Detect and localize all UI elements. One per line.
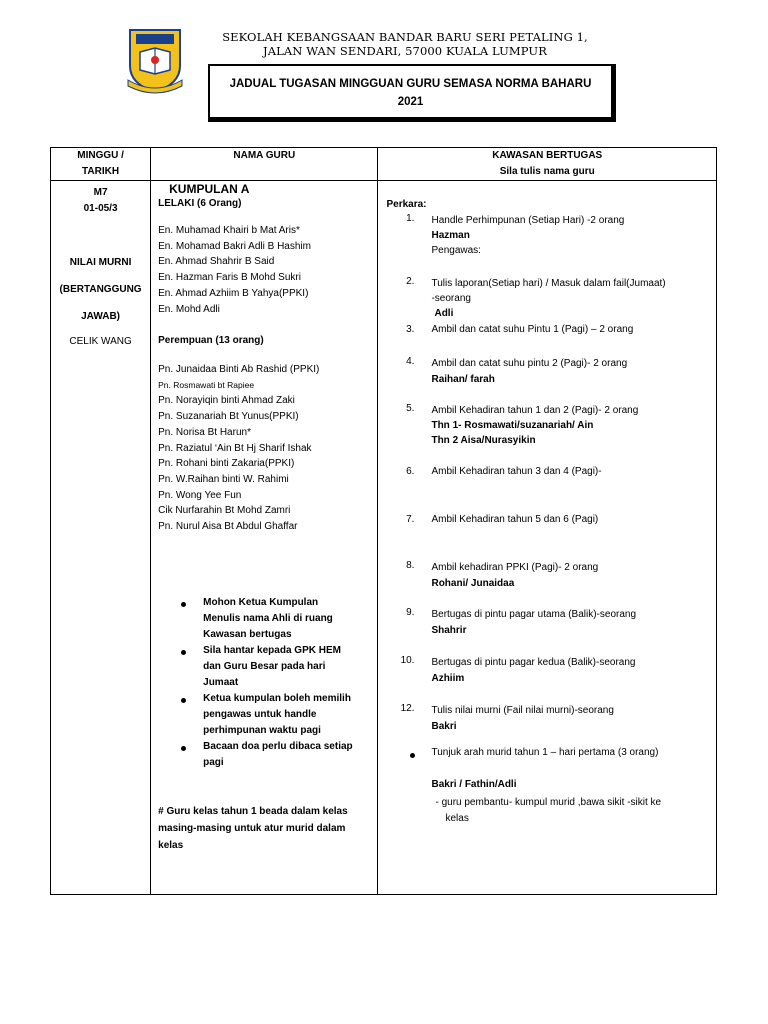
duty-assignee: Hazman (431, 230, 470, 241)
list-item: Pn. Rosmawati bt Rapiee (158, 379, 255, 390)
duty-table (50, 147, 717, 895)
header-minggu-label: MINGGU / (77, 150, 124, 161)
lelaki-list (158, 223, 311, 317)
duty-bullet-text: Tunjuk arah murid tahun 1 – hari pertama (3 orang) (431, 747, 659, 758)
teacher-cell (151, 181, 378, 895)
header-kawasan-sub: Sila tulis nama guru (499, 166, 595, 177)
item-number: 8. (406, 560, 415, 571)
duty-text: Tulis laporan(Setiap hari) / Masuk dalam fail(Jumaat) (431, 278, 666, 289)
note-line: dan Guru Besar pada hari (203, 661, 326, 672)
duty-note: Pengawas: (431, 245, 481, 256)
duty-item-12 (431, 703, 613, 735)
footnote-line: masing-masing untuk atur murid dalam (158, 823, 346, 834)
duty-text: Ambil Kehadiran tahun 1 dan 2 (Pagi)- 2 orang (431, 405, 639, 416)
item-number: 6. (406, 466, 415, 477)
duty-note: -seorang (431, 293, 471, 304)
footnote-line: # Guru kelas tahun 1 beada dalam kelas (158, 806, 348, 817)
bullet-icon (181, 698, 186, 703)
list-item: Pn. Rohani binti Zakaria(PPKI) (158, 458, 295, 470)
duty-assignee: Shahrir (431, 625, 467, 636)
group-name: KUMPULAN A (169, 182, 250, 196)
list-item: Pn. Suzanariah Bt Yunus(PPKI) (158, 411, 299, 423)
footnote (158, 803, 348, 854)
note-1 (203, 595, 333, 643)
perempuan-list (158, 362, 319, 535)
value-sub2: JAWAB) (81, 311, 121, 322)
duty-item-10 (431, 655, 635, 687)
item-number: 1. (406, 213, 415, 224)
duty-item-7: Ambil Kehadiran tahun 5 dan 6 (Pagi) (431, 514, 599, 525)
list-item: Pn. Wong Yee Fun (158, 489, 242, 501)
list-item: Pn. Nurul Aisa Bt Abdul Ghaffar (158, 521, 298, 533)
list-item: Pn. Junaidaa Binti Ab Rashid (PPKI) (158, 364, 320, 375)
footnote-line: kelas (158, 840, 184, 851)
document-title-box (208, 64, 616, 122)
duty-cell (378, 181, 717, 895)
note-4 (203, 739, 353, 771)
table-body-row (51, 181, 717, 895)
header-tarikh-label: TARIKH (82, 166, 120, 177)
duty-text: Bertugas di pintu pagar kedua (Balik)-seorang (431, 657, 636, 668)
list-item: En. Hazman Faris B Mohd Sukri (158, 272, 301, 284)
value-sub1: (BERTANGGUNG (59, 284, 142, 295)
note-line: perhimpunan waktu pagi (203, 725, 321, 736)
duty-item-3: Ambil dan catat suhu Pintu 1 (Pagi) – 2 orang (431, 324, 634, 335)
header-kawasan-label: KAWASAN BERTUGAS (492, 150, 603, 161)
bullet-icon (181, 650, 186, 655)
bullet-icon (410, 753, 415, 758)
perkara-label: Perkara: (386, 199, 427, 210)
list-item: Pn. Norayiqin binti Ahmad Zaki (158, 395, 295, 407)
document-year: 2021 (397, 96, 424, 108)
list-item: Pn. W.Raihan binti W. Rahimi (158, 473, 289, 485)
header-minggu (51, 148, 151, 181)
list-item: Cik Nurfarahin Bt Mohd Zamri (158, 505, 291, 517)
duty-text: Ambil dan catat suhu pintu 2 (Pagi)- 2 orang (431, 358, 628, 369)
lelaki-label: LELAKI (6 Orang) (158, 198, 242, 209)
duty-item-9 (431, 607, 636, 639)
item-number: 10. (400, 655, 415, 666)
header-nama-guru-label: NAMA GURU (233, 150, 296, 161)
list-item: Pn. Raziatul ‘Ain Bt Hj Sharif Ishak (158, 442, 312, 454)
duty-item-1 (431, 213, 624, 258)
value-title: NILAI MURNI (69, 257, 132, 268)
duty-assignee: Bakri (431, 721, 457, 732)
duty-text: Tulis nilai murni (Fail nilai murni)-seorang (431, 705, 614, 716)
note-line: Ketua kumpulan boleh memilih (203, 693, 351, 704)
list-item: En. Mohd Adli (158, 303, 220, 315)
document-title: JADUAL TUGASAN MINGGUAN GURU SEMASA NORMA BAHARU (229, 78, 592, 90)
duty-text: Bertugas di pintu pagar utama (Balik)-seorang (431, 609, 637, 620)
note-line: Mohon Ketua Kumpulan (203, 597, 319, 608)
school-address (220, 30, 590, 58)
celik-wang: CELIK WANG (69, 336, 132, 347)
item-number: 4. (406, 356, 415, 367)
note-3 (203, 691, 351, 739)
item-number: 7. (406, 514, 415, 525)
table-header-row (51, 148, 717, 181)
note-line: Menulis nama Ahli di ruang (203, 613, 333, 624)
duty-item-4 (431, 356, 627, 388)
list-item: En. Ahmad Shahrir B Said (158, 256, 275, 268)
school-logo (126, 26, 184, 96)
bullet-icon (181, 602, 186, 607)
duty-assignee: Rohani/ Junaidaa (431, 578, 515, 589)
duty-item-8 (431, 560, 598, 592)
list-item: En. Muhamad Khairi b Mat Aris* (158, 225, 300, 236)
duty-assignee: Thn 2 Aisa/Nurasyikin (431, 435, 536, 446)
school-name: SEKOLAH KEBANGSAAN BANDAR BARU SERI PETALING 1, (222, 30, 588, 44)
duty-assignee: Thn 1- Rosmawati/suzanariah/ Ain (431, 420, 594, 431)
bullet-icon (181, 746, 186, 751)
duty-note: kelas (445, 813, 469, 824)
item-number: 5. (406, 403, 415, 414)
note-line: Jumaat (203, 677, 239, 688)
item-number: 12. (400, 703, 415, 714)
duty-assignee: Adli (434, 308, 454, 319)
duty-text: Handle Perhimpunan (Setiap Hari) -2 orang (431, 215, 625, 226)
note-2 (203, 643, 341, 691)
header-nama-guru (151, 148, 378, 181)
list-item: En. Ahmad Azhiim B Yahya(PPKI) (158, 287, 309, 299)
note-line: Kawasan bertugas (203, 629, 292, 640)
duty-bullet-names: Bakri / Fathin/Adli (431, 779, 517, 790)
duty-assignee: Azhiim (431, 673, 465, 684)
week-date: 01-05/3 (83, 203, 118, 214)
duty-assignee: Raihan/ farah (431, 374, 495, 385)
duty-item-6: Ambil Kehadiran tahun 3 dan 4 (Pagi)- (431, 466, 602, 477)
perempuan-label: Perempuan (13 orang) (158, 335, 264, 346)
duty-item-2 (431, 276, 665, 321)
duty-note: - guru pembantu- kumpul murid ,bawa sikit -sikit ke (435, 797, 662, 808)
list-item: En. Mohamad Bakri Adli B Hashim (158, 240, 311, 252)
note-line: Bacaan doa perlu dibaca setiap (203, 741, 353, 752)
item-number: 3. (406, 324, 415, 335)
item-number: 9. (406, 607, 415, 618)
note-line: pengawas untuk handle (203, 709, 317, 720)
week-cell (51, 181, 151, 895)
duty-text: Ambil kehadiran PPKI (Pagi)- 2 orang (431, 562, 599, 573)
note-line: Sila hantar kepada GPK HEM (203, 645, 341, 656)
note-line: pagi (203, 757, 224, 768)
duty-bullet-note (435, 795, 661, 827)
list-item: Pn. Norisa Bt Harun* (158, 426, 251, 438)
week-number: M7 (93, 187, 108, 198)
item-number: 2. (406, 276, 415, 287)
duty-item-5 (431, 403, 638, 448)
header-kawasan (378, 148, 717, 181)
school-street: JALAN WAN SENDARI, 57000 KUALA LUMPUR (263, 44, 547, 58)
